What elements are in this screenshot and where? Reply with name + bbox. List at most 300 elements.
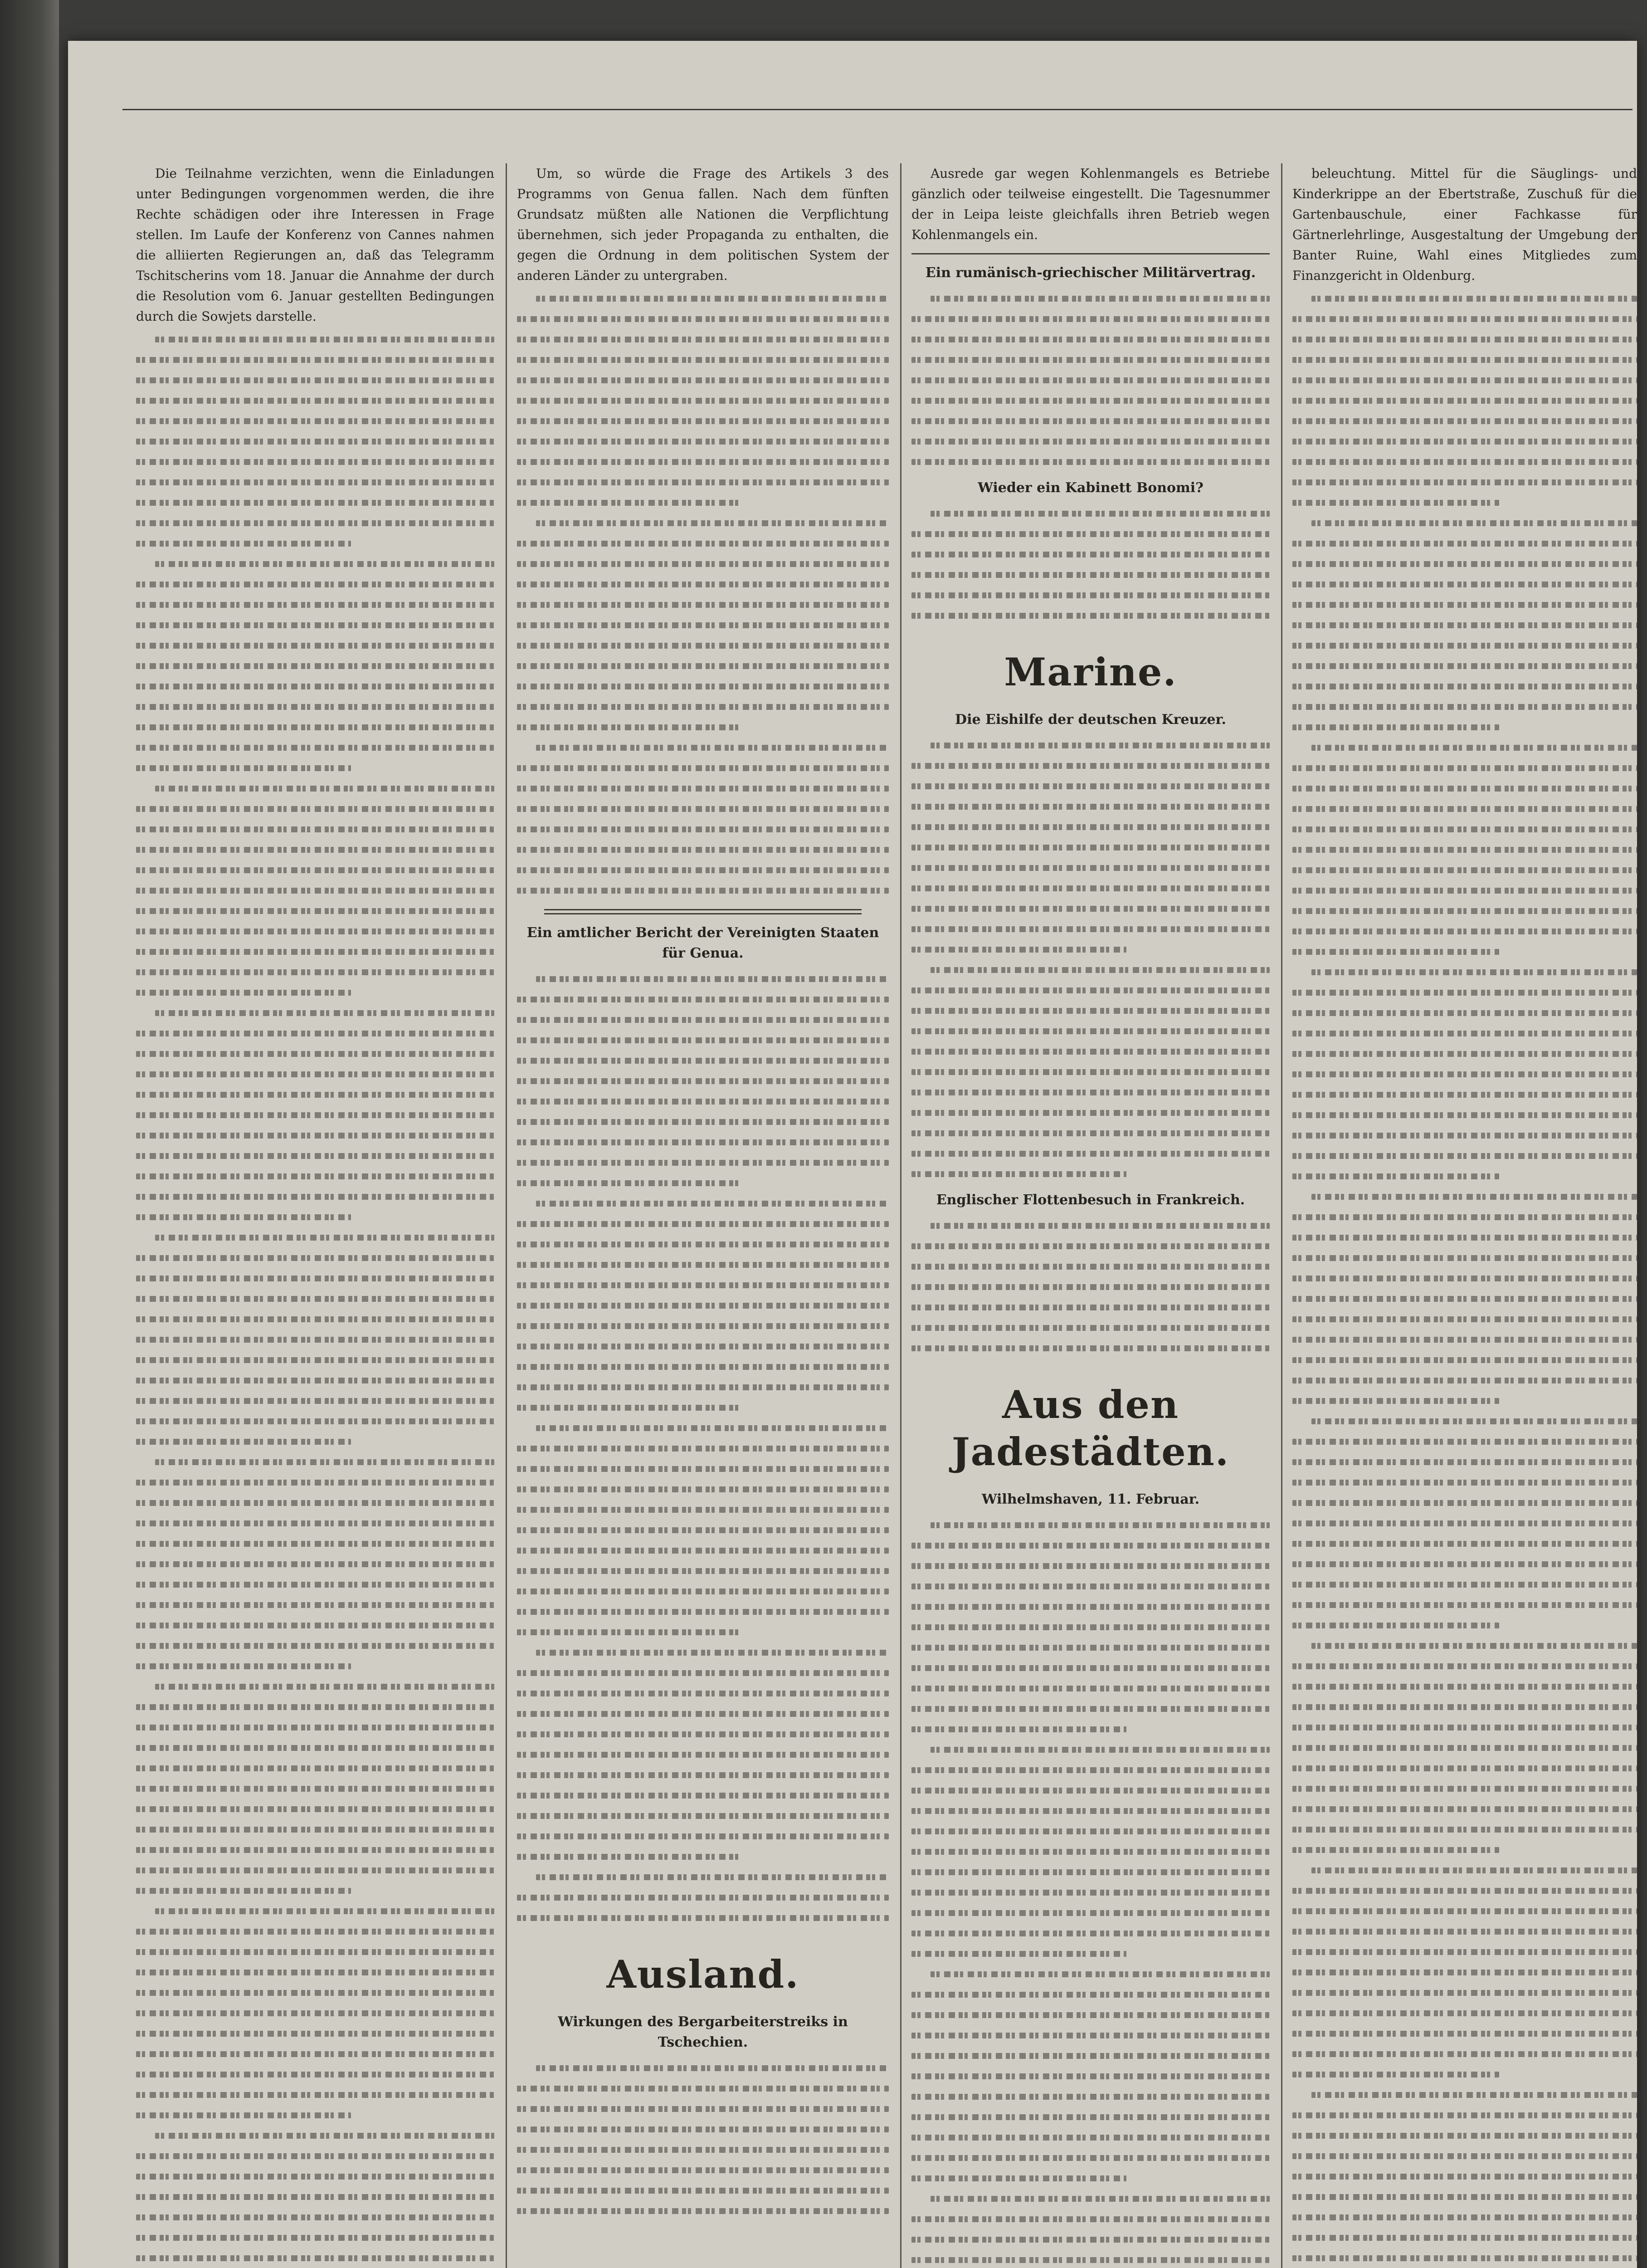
text-line: [517, 2201, 889, 2221]
text-line: [136, 513, 494, 533]
text-line: [1292, 350, 1637, 370]
text-line: [136, 1819, 494, 1840]
text-line: [136, 1677, 494, 1697]
text-line: [136, 2024, 494, 2044]
text-line: [1292, 1187, 1637, 1207]
text-line: [1292, 1044, 1637, 1064]
text-line: [1292, 819, 1637, 840]
text-line: [1292, 1309, 1637, 1330]
text-line: [517, 1479, 889, 1500]
text-line: [136, 1472, 494, 1493]
text-line: [1292, 411, 1637, 431]
text-line: [517, 1214, 889, 1234]
text-line: [517, 1193, 889, 1214]
text-line: [911, 1144, 1270, 1164]
text-line: [1292, 2228, 1637, 2248]
text-line: [1292, 1370, 1637, 1391]
text-line: [517, 989, 889, 1010]
text-line: [517, 1561, 889, 1581]
text-line: [136, 2003, 494, 2024]
text-line: [1292, 1452, 1637, 1472]
text-line: [911, 1535, 1270, 1556]
text-line: [517, 799, 889, 819]
text-line: [517, 1132, 889, 1153]
text-line: [1292, 1574, 1637, 1595]
text-line: [911, 2250, 1270, 2268]
text-line: [911, 1001, 1270, 1021]
text-line: [517, 1173, 889, 1193]
text-line: [1292, 982, 1637, 1003]
text-line: [517, 472, 889, 493]
text-line: [911, 919, 1270, 939]
text-line: [517, 1642, 889, 1663]
text-line: [1292, 493, 1637, 513]
text-line: [136, 2228, 494, 2248]
text-line: [136, 1432, 494, 1452]
text-line: [136, 391, 494, 411]
text-line: [1292, 1105, 1637, 1125]
text-line: [1292, 1983, 1637, 2003]
newspaper-page: [68, 41, 1637, 2268]
text-line: [1292, 1513, 1637, 1534]
text-line: [911, 431, 1270, 452]
divider: [911, 253, 1270, 254]
text-line: [911, 2025, 1270, 2046]
text-line: [136, 738, 494, 758]
text-line: [911, 960, 1270, 980]
section-heading-ausland: Ausland.: [606, 1952, 799, 1997]
text-line: [517, 391, 889, 411]
text-line: [136, 1574, 494, 1595]
text-line: [136, 1227, 494, 1248]
text-line: [136, 1962, 494, 1983]
text-line: [911, 350, 1270, 370]
text-line: [1292, 1921, 1637, 1942]
text-line: [911, 503, 1270, 524]
text-line: [517, 329, 889, 350]
text-line: [1292, 595, 1637, 615]
text-line: [1292, 860, 1637, 880]
subheading-bergarbeiterstreik: Wirkungen des Bergarbeiterstreiks in Tschechien.: [558, 2014, 848, 2050]
text-line: [911, 1637, 1270, 1658]
text-line: [136, 656, 494, 676]
text-line: [136, 1003, 494, 1023]
text-line: [911, 1617, 1270, 1637]
text-line: [911, 544, 1270, 565]
text-line: [911, 1882, 1270, 1903]
text-line: [1292, 2146, 1637, 2166]
text-line: [136, 1350, 494, 1370]
text-line: [911, 1842, 1270, 1862]
top-rule: [122, 109, 1632, 110]
text-line: [136, 2126, 494, 2146]
text-line: [911, 1103, 1270, 1123]
text-line: [1292, 1166, 1637, 1187]
text-line: [136, 860, 494, 880]
text-line: [136, 472, 494, 493]
text-line: [1292, 2024, 1637, 2044]
text-line: [1292, 533, 1637, 554]
column-1-lead: Die Teilnahme verzichten, wenn die Einladungen unter Bedingungen vorgenommen werden, die ihre Rechte schädigen oder ihre Interessen in Frage stellen. Im Laufe der Konferenz von Cannes nahmen die alliierten Regierungen an, daß das Telegramm Tschitscherins vom 18. Januar die Annahme der durch die Resolution vom 6. Januar gestellten Bedingungen durch die Sowjets darstelle.: [136, 166, 494, 324]
text-line: [136, 1330, 494, 1350]
text-line: [517, 1500, 889, 1520]
column-rule-1: [506, 163, 507, 2268]
text-line: [136, 1309, 494, 1330]
text-line: [136, 1085, 494, 1105]
text-line: [136, 1125, 494, 1146]
text-line: [911, 1041, 1270, 1062]
text-line: [517, 880, 889, 901]
text-line: [1292, 1534, 1637, 1554]
text-line: [1292, 1942, 1637, 1962]
text-line: [1292, 329, 1637, 350]
text-line: [517, 2119, 889, 2140]
scan-left-margin: [0, 0, 59, 2268]
text-line: [136, 1391, 494, 1411]
text-line: [517, 1459, 889, 1479]
text-line: [136, 370, 494, 391]
text-line: [1292, 1881, 1637, 1901]
column-3-body-c: [911, 735, 1270, 1184]
text-line: [911, 1576, 1270, 1597]
text-line: [136, 1207, 494, 1227]
text-line: [517, 1398, 889, 1418]
text-line: [1292, 1615, 1637, 1636]
text-line: [1292, 717, 1637, 738]
text-line: [517, 493, 889, 513]
column-3-lead: Ausrede gar wegen Kohlenmangels es Betriebe gänzlich oder teilweise eingestellt. Die Tagesnummer der in Leipa leiste gleichfalls ihren Betrieb wegen Kohlenmangels ein.: [911, 166, 1270, 242]
text-line: [517, 2160, 889, 2180]
text-line: [911, 2066, 1270, 2087]
text-line: [517, 411, 889, 431]
text-line: [1292, 778, 1637, 799]
text-line: [136, 676, 494, 697]
text-line: [911, 980, 1270, 1001]
text-line: [1292, 2105, 1637, 2126]
text-line: [911, 1801, 1270, 1821]
text-line: [1292, 1636, 1637, 1656]
column-2-body-c: [517, 2058, 889, 2221]
text-line: [517, 1806, 889, 1826]
text-line: [136, 819, 494, 840]
text-line: [136, 1615, 494, 1636]
text-line: [136, 1064, 494, 1085]
text-line: [136, 962, 494, 982]
text-line: [517, 969, 889, 989]
text-line: [911, 797, 1270, 817]
text-line: [1292, 1656, 1637, 1677]
text-line: [136, 1105, 494, 1125]
text-line: [517, 819, 889, 840]
text-line: [1292, 1697, 1637, 1717]
text-line: [1292, 697, 1637, 717]
text-line: [1292, 942, 1637, 962]
text-line: [136, 595, 494, 615]
text-line: [1292, 1411, 1637, 1432]
column-3-body-a: [911, 288, 1270, 472]
text-line: [136, 1248, 494, 1268]
text-line: [911, 585, 1270, 606]
text-line: [911, 452, 1270, 472]
text-line: [517, 738, 889, 758]
text-line: [136, 1513, 494, 1534]
text-line: [1292, 1595, 1637, 1615]
text-line: [1292, 1472, 1637, 1493]
text-line: [911, 2046, 1270, 2066]
text-line: [517, 1724, 889, 1745]
text-line: [517, 1581, 889, 1602]
text-line: [136, 778, 494, 799]
text-line: [517, 1153, 889, 1173]
text-line: [517, 1683, 889, 1704]
text-line: [1292, 901, 1637, 921]
text-line: [911, 878, 1270, 899]
text-line: [517, 1908, 889, 1928]
text-line: [136, 1942, 494, 1962]
column-4-lead: beleuchtung. Mittel für die Säuglings- und Kinderkrippe an der Ebertstraße, Zuschuß für die Gartenbauschule, einer Fachkasse für Gärtnerlehrlinge, Ausgestaltung der Umgebung der Banter Ruine, Wahl eines Mitgliedes zum Finanzgericht in Oldenburg.: [1292, 166, 1637, 283]
text-line: [911, 817, 1270, 837]
text-line: [911, 1984, 1270, 2005]
text-line: [136, 2044, 494, 2064]
text-line: [1292, 738, 1637, 758]
text-line: [136, 840, 494, 860]
text-line: [1292, 1432, 1637, 1452]
text-line: [1292, 1391, 1637, 1411]
text-line: [1292, 2166, 1637, 2187]
text-line: [1292, 1268, 1637, 1289]
text-line: [517, 1071, 889, 1091]
text-line: [517, 758, 889, 778]
text-line: [136, 1044, 494, 1064]
text-line: [136, 982, 494, 1003]
text-line: [517, 1316, 889, 1336]
text-line: [517, 1704, 889, 1724]
text-line: [136, 1493, 494, 1513]
text-line: [911, 1923, 1270, 1944]
text-line: [911, 1821, 1270, 1842]
text-line: [1292, 1146, 1637, 1166]
text-line: [136, 1860, 494, 1881]
text-line: [517, 1030, 889, 1051]
text-line: [136, 758, 494, 778]
text-line: [1292, 1840, 1637, 1860]
column-rule-2: [900, 163, 901, 2268]
column-3-body-e: [911, 1515, 1270, 2268]
text-line: [1292, 2126, 1637, 2146]
text-line: [1292, 1493, 1637, 1513]
text-line: [1292, 1003, 1637, 1023]
text-line: [517, 1602, 889, 1622]
text-line: [136, 2085, 494, 2105]
text-line: [517, 676, 889, 697]
text-line: [1292, 452, 1637, 472]
text-line: [1292, 2207, 1637, 2228]
text-line: [1292, 288, 1637, 309]
text-line: [1292, 554, 1637, 574]
text-line: [517, 1847, 889, 1867]
text-line: [136, 697, 494, 717]
text-line: [1292, 1125, 1637, 1146]
text-line: [517, 288, 889, 309]
text-line: [136, 2248, 494, 2268]
text-line: [911, 2005, 1270, 2025]
text-line: [517, 2140, 889, 2160]
text-line: [136, 2187, 494, 2207]
text-line: [1292, 1738, 1637, 1758]
text-line: [911, 606, 1270, 626]
text-line: [911, 1964, 1270, 1984]
text-line: [1292, 1962, 1637, 1983]
text-line: [911, 2168, 1270, 2189]
text-line: [517, 1336, 889, 1357]
text-line: [517, 1255, 889, 1275]
text-line: [517, 1112, 889, 1132]
text-line: [1292, 2064, 1637, 2085]
text-line: [517, 635, 889, 656]
text-line: [517, 1745, 889, 1765]
text-line: [911, 524, 1270, 544]
text-line: [517, 1826, 889, 1847]
text-line: [517, 1663, 889, 1683]
text-line: [911, 1216, 1270, 1236]
text-line: [136, 1370, 494, 1391]
text-line: [517, 2058, 889, 2078]
text-line: [136, 1840, 494, 1860]
text-line: [1292, 1901, 1637, 1921]
text-line: [517, 554, 889, 574]
text-line: [911, 2148, 1270, 2168]
text-line: [517, 1418, 889, 1438]
text-line: [1292, 676, 1637, 697]
text-line: [911, 2107, 1270, 2127]
text-line: [517, 350, 889, 370]
text-line: [911, 1297, 1270, 1318]
text-line: [1292, 2003, 1637, 2024]
text-line: [1292, 1819, 1637, 1840]
text-line: [911, 411, 1270, 431]
text-line: [1292, 635, 1637, 656]
text-line: [1292, 1023, 1637, 1044]
section-heading-marine: Marine.: [1004, 650, 1177, 694]
text-line: [1292, 880, 1637, 901]
text-line: [911, 2229, 1270, 2250]
text-line: [911, 2189, 1270, 2209]
column-3-body-d: [911, 1216, 1270, 1359]
text-line: [1292, 1860, 1637, 1881]
text-line: [517, 431, 889, 452]
text-line: [911, 899, 1270, 919]
text-line: [136, 717, 494, 738]
text-line: [517, 1234, 889, 1255]
text-line: [136, 615, 494, 635]
text-line: [1292, 1289, 1637, 1309]
text-line: [517, 513, 889, 533]
section-heading-bericht: Ein amtlicher Bericht der Vereinigten Staaten für Genua.: [526, 925, 879, 961]
text-line: [136, 1901, 494, 1921]
text-line: [911, 776, 1270, 797]
subheading-kabinett: Wieder ein Kabinett Bonomi?: [978, 480, 1204, 496]
text-line: [136, 452, 494, 472]
text-line: [1292, 962, 1637, 982]
text-line: [911, 565, 1270, 585]
text-line: [517, 656, 889, 676]
section-heading-jadestaedte: Aus den Jadestädten.: [951, 1382, 1230, 1474]
text-line: [1292, 370, 1637, 391]
text-line: [1292, 615, 1637, 635]
text-line: [911, 837, 1270, 858]
text-line: [136, 533, 494, 554]
text-line: [136, 2207, 494, 2228]
text-line: [517, 1540, 889, 1561]
text-line: [517, 595, 889, 615]
column-4: [1292, 163, 1637, 2268]
text-line: [1292, 1227, 1637, 1248]
text-line: [911, 1236, 1270, 1256]
text-line: [136, 1697, 494, 1717]
text-line: [136, 1146, 494, 1166]
text-line: [911, 2127, 1270, 2148]
column-2-body-a: [517, 288, 889, 901]
text-line: [136, 1166, 494, 1187]
text-line: [136, 1023, 494, 1044]
column-3-body-b: [911, 503, 1270, 626]
text-line: [136, 350, 494, 370]
text-line: [136, 431, 494, 452]
text-line: [517, 615, 889, 635]
text-line: [136, 1758, 494, 1779]
text-line: [911, 735, 1270, 756]
text-line: [136, 1656, 494, 1677]
text-line: [911, 309, 1270, 329]
text-line: [517, 1275, 889, 1295]
text-line: [517, 1622, 889, 1642]
text-line: [911, 2087, 1270, 2107]
text-line: [136, 574, 494, 595]
text-line: [136, 880, 494, 901]
text-line: [911, 1862, 1270, 1882]
text-line: [136, 901, 494, 921]
text-line: [911, 391, 1270, 411]
text-line: [911, 1780, 1270, 1801]
subheading-militaervertrag: Ein rumänisch-griechischer Militärvertrag.: [925, 265, 1256, 281]
text-line: [911, 1277, 1270, 1297]
text-line: [1292, 1330, 1637, 1350]
text-line: [136, 2064, 494, 2085]
text-line: [136, 2146, 494, 2166]
text-line: [136, 554, 494, 574]
subheading-kreuzer: Die Eishilfe der deutschen Kreuzer.: [955, 712, 1226, 728]
text-line: [517, 1377, 889, 1398]
text-line: [517, 717, 889, 738]
text-line: [136, 1738, 494, 1758]
text-line: [1292, 513, 1637, 533]
text-line: [517, 697, 889, 717]
text-line: [517, 1091, 889, 1112]
text-line: [911, 1318, 1270, 1338]
text-line: [1292, 2187, 1637, 2207]
text-line: [1292, 574, 1637, 595]
column-3: [911, 163, 1270, 2268]
text-line: [1292, 1677, 1637, 1697]
column-4-body: [1292, 288, 1637, 2268]
text-line: [136, 1452, 494, 1472]
subheading-flottenbesuch: Englischer Flottenbesuch in Frankreich.: [936, 1192, 1245, 1208]
text-line: [911, 1597, 1270, 1617]
text-line: [911, 1062, 1270, 1082]
text-line: [1292, 1758, 1637, 1779]
text-line: [136, 1983, 494, 2003]
text-line: [911, 370, 1270, 391]
